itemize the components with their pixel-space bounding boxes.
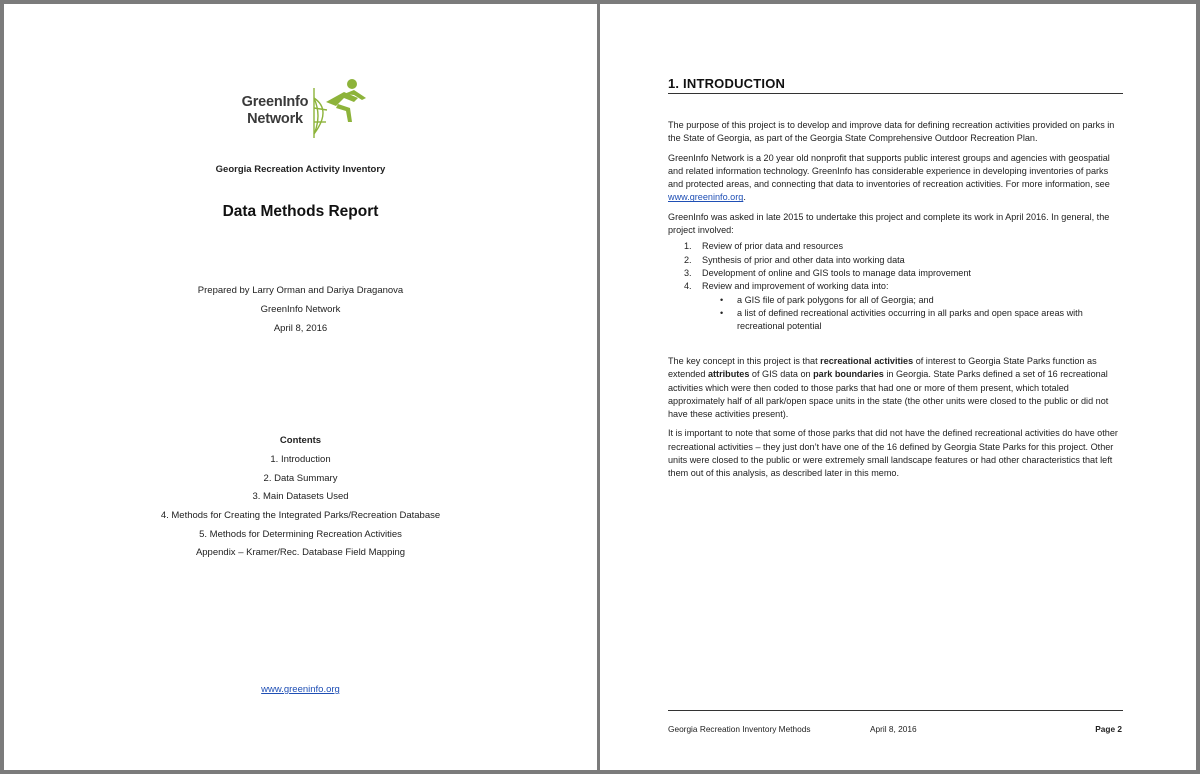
section-body-concepts — [668, 355, 1124, 487]
text-run: of GIS data on — [749, 369, 814, 380]
list-number: 2. — [684, 254, 692, 265]
text-run: in Georgia. State Parks defined a set of 16 recreational activities which were then coded to those parks that had one or more of them present, which totaled approximately half of all park/open space units in the state (the other units were closed to the public or did not have these activities present). — [668, 369, 1109, 420]
paragraph-key-concept — [668, 355, 1124, 421]
contents-item: 2. Data Summary — [263, 473, 338, 484]
greeninfo-logo — [240, 76, 370, 142]
contents-heading: Contents — [279, 435, 322, 446]
list-number: 4. — [684, 281, 692, 292]
organization-name: GreenInfo Network — [260, 304, 341, 315]
list-item — [668, 280, 1124, 293]
contents-item: 4. Methods for Creating the Integrated Parks/Recreation Database — [160, 510, 441, 521]
bold-term: attributes — [707, 369, 750, 380]
deliverables-list — [668, 294, 1124, 334]
bullet-text: a list of defined recreational activities occurring in all parks and open space areas with recreational potential — [737, 307, 1083, 332]
document-page-2 — [600, 4, 1196, 770]
list-text: Review of prior data and resources — [702, 241, 844, 252]
globe-runner-icon — [310, 76, 370, 142]
list-item — [668, 240, 1124, 253]
paragraph-about-end: . — [743, 192, 746, 203]
bullet-item — [668, 294, 1124, 307]
section-body — [668, 119, 1124, 333]
project-steps-list — [668, 240, 1124, 293]
paragraph-purpose: The purpose of this project is to develop and improve data for defining recreation activities provided on parks in the State of Georgia, as part of the Georgia State Comprehensive Outdoor Recreation Plan. — [668, 120, 1115, 144]
paragraph-note: It is important to note that some of those parks that did not have the defined recreational activities do have other recreational activities – they just don’t have one of the 16 defined by Georgia State Parks for this project. Other units were closed to the public or were extremely small landscape features or had other characteristics that left them out of this analysis, as described later in this memo. — [668, 428, 1118, 479]
report-title: Data Methods Report — [222, 203, 379, 220]
bold-term: park boundaries — [813, 369, 884, 380]
greeninfo-link[interactable]: www.greeninfo.org — [668, 192, 744, 203]
section-heading: 1. INTRODUCTION — [668, 76, 1123, 94]
prepared-by: Prepared by Larry Orman and Dariya Draganova — [197, 285, 404, 296]
website-link-wrap — [4, 679, 597, 697]
bullet-item — [668, 307, 1124, 334]
website-link[interactable]: www.greeninfo.org — [261, 684, 340, 695]
paragraph-about — [668, 152, 1124, 205]
text-run: of interest to Georgia State Parks function as extended — [668, 356, 1097, 380]
text-run: The key concept in this project is that — [668, 356, 821, 366]
bold-term: recreational activities — [820, 356, 914, 366]
contents-item: 5. Methods for Determining Recreation Activities — [199, 529, 402, 540]
bullet-icon: • — [720, 294, 724, 305]
logo-line-2: Network — [247, 111, 303, 127]
list-number: 3. — [684, 267, 692, 278]
bullet-icon: • — [720, 307, 724, 318]
document-page-1 — [4, 4, 597, 770]
list-text: Development of online and GIS tools to manage data improvement — [702, 267, 971, 278]
report-subtitle: Georgia Recreation Activity Inventory — [215, 164, 386, 175]
contents-item: Appendix – Kramer/Rec. Database Field Mapping — [195, 547, 406, 558]
footer-date: April 8, 2016 — [870, 724, 917, 734]
list-number: 1. — [684, 241, 692, 252]
contents-item: 3. Main Datasets Used — [252, 491, 349, 502]
footer-divider — [668, 710, 1123, 711]
paragraph-scope: GreenInfo was asked in late 2015 to undertake this project and complete its work in April 2016. In general, the project involved: — [668, 211, 1110, 236]
list-item — [668, 254, 1124, 267]
list-text: Synthesis of prior and other data into working data — [702, 254, 905, 265]
bullet-text: a GIS file of park polygons for all of Georgia; and — [737, 294, 934, 305]
footer-title: Georgia Recreation Inventory Methods — [668, 724, 811, 734]
logo-line-1: GreenInfo — [241, 94, 309, 110]
footer-page-number: Page 2 — [1095, 724, 1122, 734]
list-text: Review and improvement of working data into: — [702, 281, 889, 292]
paragraph-about-text: GreenInfo Network is a 20 year old nonprofit that supports public interest groups and agencies with geospatial and related information technology. GreenInfo has considerable experience in developing inventories of parks and protected areas, and connecting that data to inventories of recreation activities. For more information, see — [668, 152, 1110, 190]
list-item — [668, 267, 1124, 280]
logo-wordmark — [240, 94, 310, 128]
report-date: April 8, 2016 — [273, 323, 328, 334]
contents-item: 1. Introduction — [270, 454, 331, 465]
